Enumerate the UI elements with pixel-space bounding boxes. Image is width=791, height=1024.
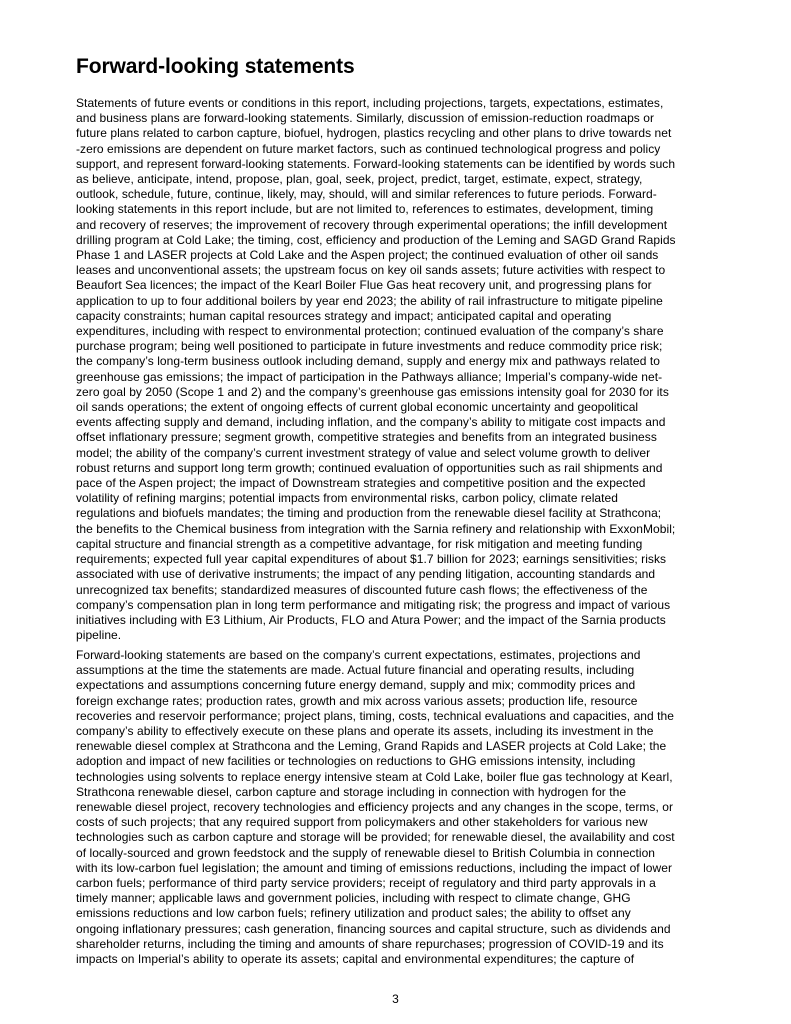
paragraph-line: impacts on Imperial’s ability to operate its assets; capital and environmental expenditures; the capture of	[76, 952, 635, 967]
paragraph-line: technologies using solvents to replace energy intensive steam at Cold Lake, boiler flue gas technology at Kearl,	[76, 769, 673, 784]
paragraph-line: the company’s long-term business outlook including demand, supply and energy mix and pathways related to	[76, 354, 660, 369]
paragraph-line: leases and unconventional assets; the upstream focus on key oil sands assets; future activities with respect to	[76, 263, 666, 278]
paragraph-line: carbon fuels; performance of third party service providers; receipt of regulatory and third party approvals in a	[76, 876, 656, 891]
paragraph-line: zero goal by 2050 (Scope 1 and 2) and the company’s greenhouse gas emissions intensity goal for 2030 for its	[76, 384, 669, 399]
paragraph-line: technologies such as carbon capture and storage will be provided; for renewable diesel, the availability and cost	[76, 830, 675, 845]
paragraph-line: capacity constraints; human capital resources strategy and impact; anticipated capital and operating	[76, 308, 612, 323]
paragraph-line: future plans related to carbon capture, biofuel, hydrogen, plastics recycling and other plans to drive towards net	[76, 126, 672, 141]
paragraph-line: greenhouse gas emissions; the impact of participation in the Pathways alliance; Imperial’s company-wide net-	[76, 369, 663, 384]
paragraph-line: model; the ability of the company’s current investment strategy of value and select volume growth to deliver	[76, 445, 651, 460]
paragraph-line: with its low-carbon fuel legislation; the amount and timing of emissions reductions, including the impact of lower	[76, 860, 672, 875]
paragraph-line: and recovery of reserves; the improvement of recovery through experimental operations; the infill development	[76, 217, 668, 232]
paragraph-line: looking statements in this report include, but are not limited to, references to estimates, development, timing	[76, 202, 654, 217]
paragraph-line: adoption and impact of new facilities or technologies on reductions to GHG emissions intensity, including	[76, 754, 636, 769]
paragraph-line: expenditures, including with respect to environmental protection; continued evaluation of the company’s share	[76, 324, 664, 339]
paragraph-line: renewable diesel project, recovery technologies and efficiency projects and any changes in the scope, terms, or	[76, 800, 673, 815]
paragraph-line: Forward-looking statements are based on the company’s current expectations, estimates, projections and	[76, 648, 641, 662]
paragraph-line: costs of such projects; that any required support from policymakers and other stakeholders for various new	[76, 815, 648, 830]
paragraph-line: events affecting supply and demand, including inflation, and the company’s ability to mitigate cost impacts and	[76, 415, 666, 430]
paragraph-line: oil sands operations; the extent of ongoing effects of current global economic uncertainty and geopolitical	[76, 400, 639, 415]
paragraph-line: ongoing inflationary pressures; cash generation, financing sources and capital structure, such as dividends and	[76, 921, 671, 936]
paragraph-line: purchase program; being well positioned to participate in future investments and reduce commodity price risk;	[76, 339, 663, 354]
paragraph-forward-looking-intro	[76, 96, 720, 643]
paragraph-line: emissions reductions and low carbon fuels; refinery utilization and product sales; the ability to offset any	[76, 906, 631, 921]
paragraph-forward-looking-assumptions	[76, 648, 720, 967]
paragraph-line: associated with use of derivative instruments; the impact of any pending litigation, accounting standards and	[76, 567, 656, 582]
paragraph-line: regulations and biofuels mandates; the timing and production from the renewable diesel facility at Strathcona;	[76, 506, 662, 521]
paragraph-line: foreign exchange rates; production rates, growth and mix across various assets; production life, resource	[76, 693, 638, 708]
paragraph-line: company’s compensation plan in long term performance and mitigating risk; the progress and impact of various	[76, 597, 671, 612]
paragraph-line: support, and represent forward-looking statements. Forward-looking statements can be identified by words such	[76, 156, 676, 171]
paragraph-line: drilling program at Cold Lake; the timing, cost, efficiency and production of the Leming and SAGD Grand Rapids	[76, 232, 676, 247]
paragraph-line: robust returns and support long term growth; continued evaluation of opportunities such as rail shipments and	[76, 460, 663, 475]
paragraph-line: Statements of future events or conditions in this report, including projections, targets, expectations, estimates,	[76, 96, 664, 110]
paragraph-line: pipeline.	[76, 628, 122, 643]
paragraph-line: and business plans are forward-looking statements. Similarly, discussion of emission-reduction roadmaps or	[76, 111, 655, 126]
paragraph-line: Beaufort Sea licences; the impact of the Kearl Boiler Flue Gas heat recovery unit, and progressing plans for	[76, 278, 652, 293]
paragraph-line: Strathcona renewable diesel, carbon capture and storage including in connection with hydrogen for the	[76, 784, 627, 799]
paragraph-line: the benefits to the Chemical business from integration with the Sarnia refinery and relationship with ExxonMobil;	[76, 521, 676, 536]
paragraph-line: pace of the Aspen project; the impact of Downstream strategies and competitive position and the expected	[76, 476, 646, 491]
paragraph-line: renewable diesel complex at Strathcona and the Leming, Grand Rapids and LASER projects at Cold Lake; the	[76, 739, 667, 754]
paragraph-line: company’s ability to effectively execute on these plans and operate its assets, including its investment in the	[76, 724, 654, 739]
page-number: 3	[392, 992, 399, 1006]
paragraph-line: unrecognized tax benefits; standardized measures of discounted future cash flows; the effectiveness of the	[76, 582, 648, 597]
paragraph-line: expectations and assumptions concerning future energy demand, supply and mix; commodity prices and	[76, 678, 636, 693]
paragraph-line: application to up to four additional boilers by year end 2023; the ability of rail infrastructure to mitigate pipeline	[76, 293, 663, 308]
paragraph-line: initiatives including with E3 Lithium, Air Products, FLO and Atura Power; and the impact of the Sarnia products	[76, 612, 666, 627]
paragraph-line: of locally-sourced and grown feedstock and the supply of renewable diesel to British Columbia in connection	[76, 845, 656, 860]
paragraph-line: as believe, anticipate, intend, propose, plan, goal, seek, project, predict, target, estimate, expect, strategy,	[76, 172, 643, 187]
paragraph-line: outlook, schedule, future, continue, likely, may, should, will and similar references to future periods. Forward-	[76, 187, 657, 202]
paragraph-line: requirements; expected full year capital expenditures of about $1.7 billion for 2023; earnings sensitivities; risks	[76, 552, 667, 567]
paragraph-line: timely manner; applicable laws and government policies, including with respect to climate change, GHG	[76, 891, 631, 906]
paragraph-line: recoveries and reservoir performance; project plans, timing, costs, technical evaluations and capacities, and the	[76, 708, 674, 723]
paragraph-line: offset inflationary pressure; segment growth, competitive strategies and benefits from an integrated business	[76, 430, 657, 445]
paragraph-line: volatility of refining margins; potential impacts from environmental risks, carbon policy, climate related	[76, 491, 618, 506]
paragraph-line: capital structure and financial strength as a competitive advantage, for risk mitigation and meeting funding	[76, 536, 643, 551]
paragraph-line: Phase 1 and LASER projects at Cold Lake and the Aspen project; the continued evaluation of other oil sands	[76, 248, 659, 263]
page-title: Forward-looking statements	[76, 55, 355, 78]
paragraph-line: shareholder returns, including the timing and amounts of share repurchases; progression of COVID-19 and its	[76, 936, 664, 951]
paragraph-line: -zero emissions are dependent on future market factors, such as continued technological progress and policy	[76, 141, 661, 156]
paragraph-line: assumptions at the time the statements are made. Actual future financial and operating results, including	[76, 663, 635, 678]
